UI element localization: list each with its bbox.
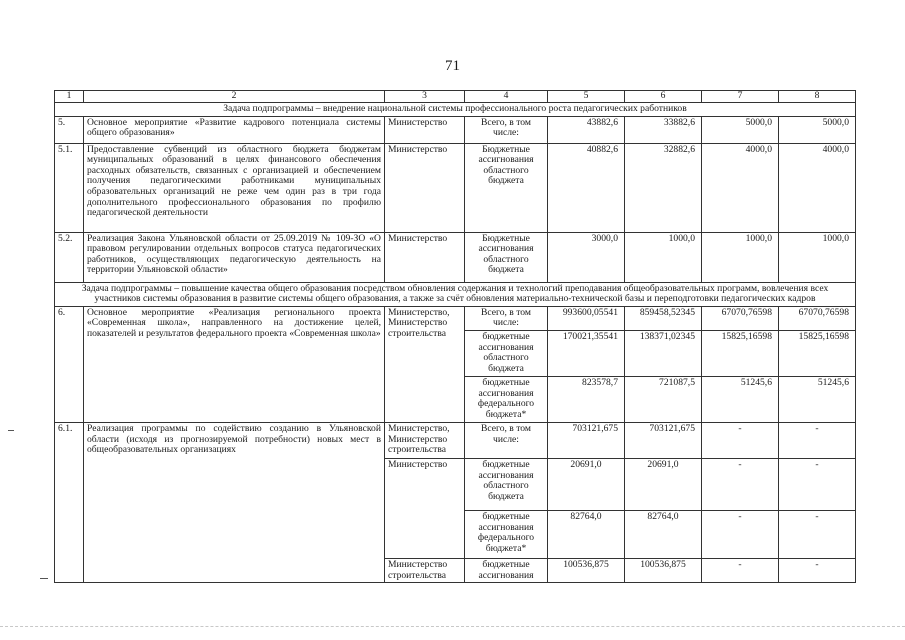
value-year-1: 100536,875 [625,558,702,582]
executor: Министерство, Министерство строительства [385,422,465,458]
value-year-1: 703121,675 [625,422,702,458]
value-year-3: - [779,558,856,582]
value-total: 40882,6 [548,143,625,232]
page-number: 71 [445,58,460,74]
task-row [55,103,856,117]
value-year-3: 51245,6 [779,376,856,422]
executor: Министерство [385,232,465,282]
value-total: 82764,0 [548,510,625,558]
page-edge-line [0,626,905,627]
funding-source: бюджетные ассигнования областного бюджета [465,330,548,376]
value-year-2: 51245,6 [702,376,779,422]
value-year-1: 33882,6 [625,116,702,143]
value-year-3: 15825,16598 [779,330,856,376]
value-total: 100536,875 [548,558,625,582]
col-header-5: 5 [548,91,625,103]
col-header-6: 6 [625,91,702,103]
funding-source: бюджетные ассигнования федерального бюджета* [465,510,548,558]
col-header-1: 1 [55,91,84,103]
measure-description: Основное мероприятие «Развитие кадрового потенциала системы общего образования» [84,116,385,143]
value-year-1: 82764,0 [625,510,702,558]
funding-source: Бюджетные ассигнования областного бюджета [465,232,548,282]
value-total: 993600,05541 [548,306,625,330]
row-number: 6. [55,306,84,422]
value-year-1: 859458,52345 [625,306,702,330]
value-year-1: 20691,0 [625,458,702,510]
value-year-3: - [779,510,856,558]
value-year-1: 1000,0 [625,232,702,282]
value-total: 823578,7 [548,376,625,422]
funding-source: Всего, в том числе: [465,306,548,330]
measure-description: Реализация программы по содействию созданию в Ульяновской области (исходя из прогнозируемой потребности) новых мест в общеобразовательных организациях [84,422,385,582]
col-header-7: 7 [702,91,779,103]
measure-description: Предоставление субвенций из областного бюджета бюджетам муниципальных образований в целях финансового обеспечения расходных обязательств, связанных с организацией и обеспечением получения педагогическими работниками муниципальных образовательных организаций не реже чем один раз в три года дополнительного профессионального образования по профилю педагогической деятельности [84,143,385,232]
row-number: 6.1. [55,422,84,582]
value-year-2: 67070,76598 [702,306,779,330]
value-year-2: - [702,422,779,458]
task-heading: Задача подпрограммы – внедрение национальной системы профессионального роста педагогических работников [55,103,856,117]
task-heading: Задача подпрограммы – повышение качества общего образования посредством обновления содержания и технологий преподавания общеобразовательных программ, вовлечения всех участников системы образования в развитие системы общего образования, а также за счёт обновления материально-технической базы и переподготовки педагогических кадров [55,282,856,306]
table-row [55,306,856,330]
funding-source: Бюджетные ассигнования областного бюджета [465,143,548,232]
row-number: 5.1. [55,143,84,232]
funding-source: Всего, в том числе: [465,116,548,143]
value-total: 703121,675 [548,422,625,458]
executor: Министерство, Министерство строительства [385,306,465,422]
col-header-4: 4 [465,91,548,103]
table-row [55,422,856,458]
measure-description: Основное мероприятие «Реализация регионального проекта «Современная школа», направленного на достижение целей, показателей и результатов федерального проекта «Современная школа» [84,306,385,422]
value-year-2: 1000,0 [702,232,779,282]
value-total: 170021,35541 [548,330,625,376]
value-year-3: - [779,458,856,510]
value-year-3: 5000,0 [779,116,856,143]
col-header-2: 2 [84,91,385,103]
value-year-3: 4000,0 [779,143,856,232]
value-total: 20691,0 [548,458,625,510]
value-year-1: 32882,6 [625,143,702,232]
value-year-3: 1000,0 [779,232,856,282]
value-year-2: - [702,558,779,582]
col-header-3: 3 [385,91,465,103]
table-row [55,143,856,232]
funding-source: Всего, в том числе: [465,422,548,458]
value-year-2: - [702,510,779,558]
executor: Министерство [385,458,465,558]
row-number: 5.2. [55,232,84,282]
table-row [55,116,856,143]
scan-speck [40,578,48,579]
executor: Министерство [385,143,465,232]
value-year-2: 4000,0 [702,143,779,232]
value-year-3: - [779,422,856,458]
value-year-1: 721087,5 [625,376,702,422]
executor: Министерство [385,116,465,143]
table-row [55,232,856,282]
value-total: 3000,0 [548,232,625,282]
col-header-8: 8 [779,91,856,103]
executor: Министерство строительства [385,558,465,582]
funding-source: бюджетные ассигнования областного бюджета [465,458,548,510]
value-year-1: 138371,02345 [625,330,702,376]
value-year-2: 5000,0 [702,116,779,143]
column-number-row [55,91,856,103]
program-table [54,90,856,583]
value-year-2: 15825,16598 [702,330,779,376]
value-year-2: - [702,458,779,510]
funding-source: бюджетные ассигнования федерального бюджета* [465,376,548,422]
scan-speck [8,430,14,431]
funding-source: бюджетные ассигнования [465,558,548,582]
value-year-3: 67070,76598 [779,306,856,330]
value-total: 43882,6 [548,116,625,143]
row-number: 5. [55,116,84,143]
measure-description: Реализация Закона Ульяновской области от 25.09.2019 № 109-ЗО «О правовом регулировании отдельных вопросов статуса педагогических работников, осуществляющих педагогическую деятельность на территории Ульяновской области» [84,232,385,282]
task-row [55,282,856,306]
